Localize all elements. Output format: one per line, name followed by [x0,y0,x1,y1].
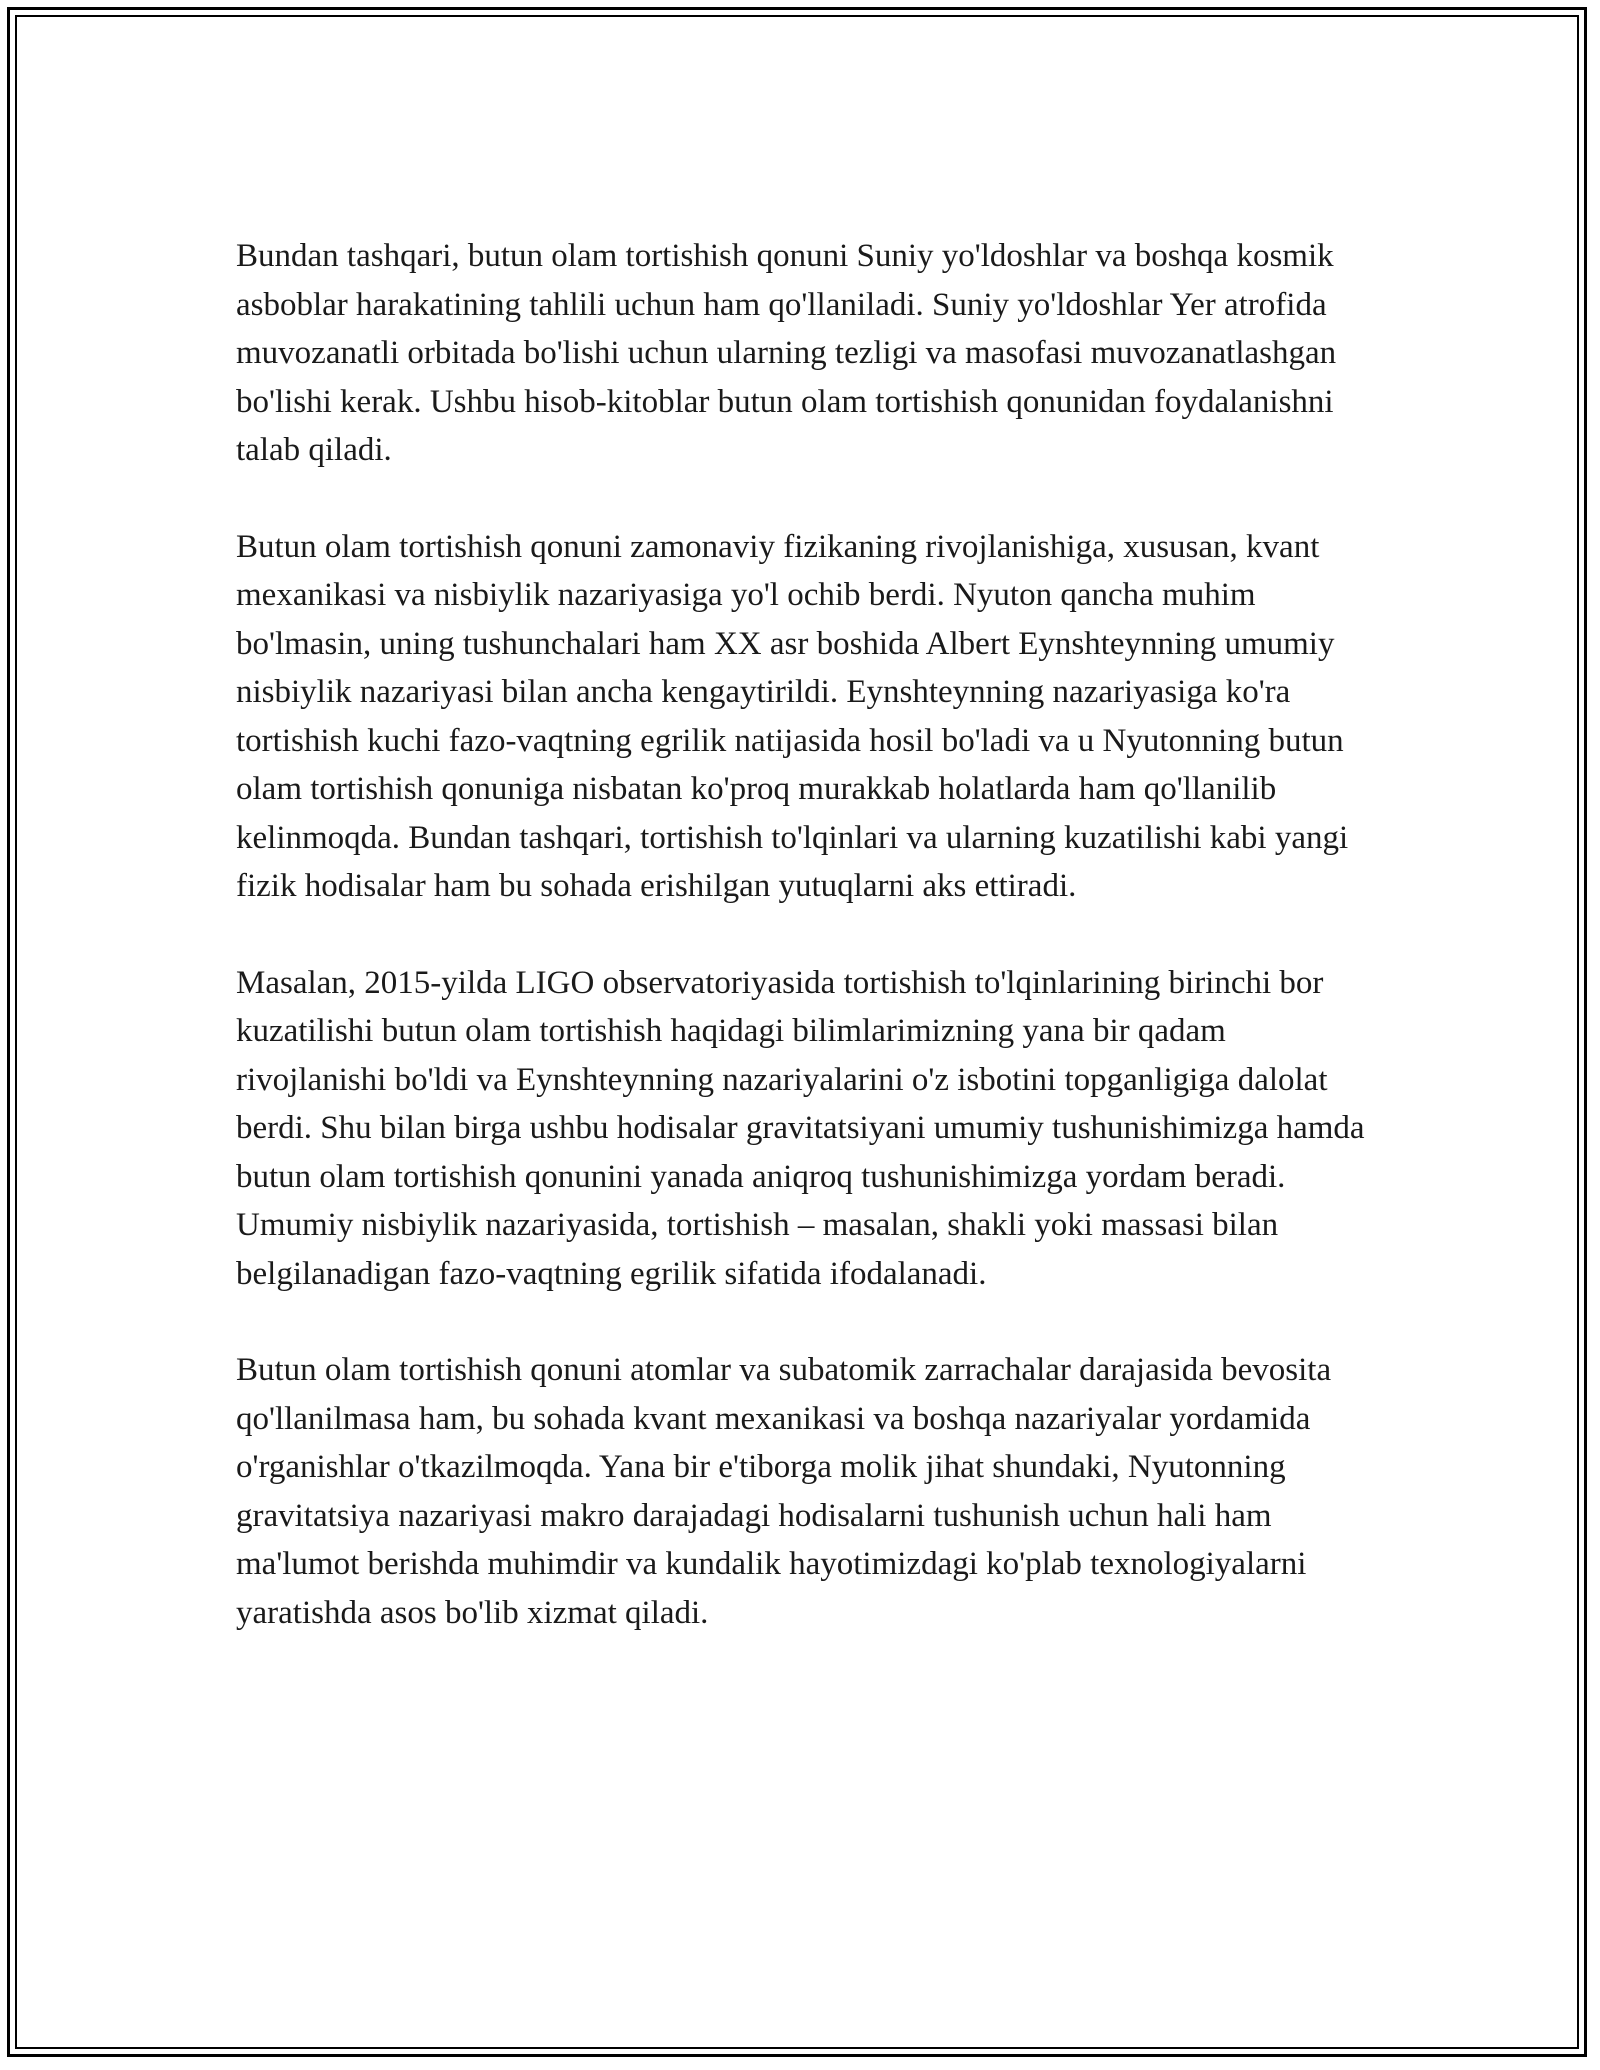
paragraph-4: Butun olam tortishish qonuni atomlar va subatomik zarrachalar darajasida bevosita qo'llanilmasa ham, bu sohada kvant mexanikasi va boshqa nazariyalar yordamida o'rganishlar o'tkazilmoqda. Yana bir e'tiborga molik jihat shundaki, Nyutonning gravitatsiya nazariyasi makro darajadagi hodisalarni tushunish uchun hali ham ma'lumot berishda muhimdir va kundalik hayotimizdagi ko'plab texnologiyalarni yaratishda asos bo'lib xizmat qiladi. [236,1352,1332,1631]
paragraph-2: Butun olam tortishish qonuni zamonaviy fizikaning rivojlanishiga, xususan, kvant mexanikasi va nisbiylik nazariyasiga yo'l ochib berdi. Nyuton qancha muhim bo'lmasin, uning tushunchalari ham XX asr boshida Albert Eynshteynning umumiy nisbiylik nazariyasi bilan ancha kengaytirildi. Eynshteynning nazariyasiga ko'ra tortishish kuchi fazo-vaqtning egrilik natijasida hosil bo'ladi va u Nyutonning butun olam tortishish qonuniga nisbatan ko'proq murakkab holatlarda ham qo'llanilib kelinmoqda. Bundan tashqari, tortishish to'lqinlari va ularning kuzatilishi kabi yangi fizik hodisalar ham bu sohada erishilgan yutuqlarni aks ettiradi. [236,528,1349,904]
document-body [236,232,1366,1685]
paragraph-1: Bundan tashqari, butun olam tortishish qonuni Suniy yo'ldoshlar va boshqa kosmik asboblar harakatining tahlili uchun ham qo'llaniladi. Suniy yo'ldoshlar Yer atrofida muvozanatli orbitada bo'lishi uchun ularning tezligi va masofasi muvozanatlashgan bo'lishi kerak. Ushbu hisob-kitoblar butun olam tortishish qonunidan foydalanishni talab qiladi. [236,238,1337,468]
paragraph-3: Masalan, 2015-yilda LIGO observatoriyasida tortishish to'lqinlarining birinchi bor kuzatilishi butun olam tortishish haqidagi bilimlarimizning yana bir qadam rivojlanishi bo'ldi va Eynshteynning nazariyalarini o'z isbotini topganligiga dalolat berdi. Shu bilan birga ushbu hodisalar gravitatsiyani umumiy tushunishimizga hamda butun olam tortishish qonunini yanada aniqroq tushunishimizga yordam beradi. Umumiy nisbiylik nazariyasida, tortishish – masalan, shakli yoki massasi bilan belgilanadigan fazo-vaqtning egrilik sifatida ifodalanadi. [236,964,1365,1292]
